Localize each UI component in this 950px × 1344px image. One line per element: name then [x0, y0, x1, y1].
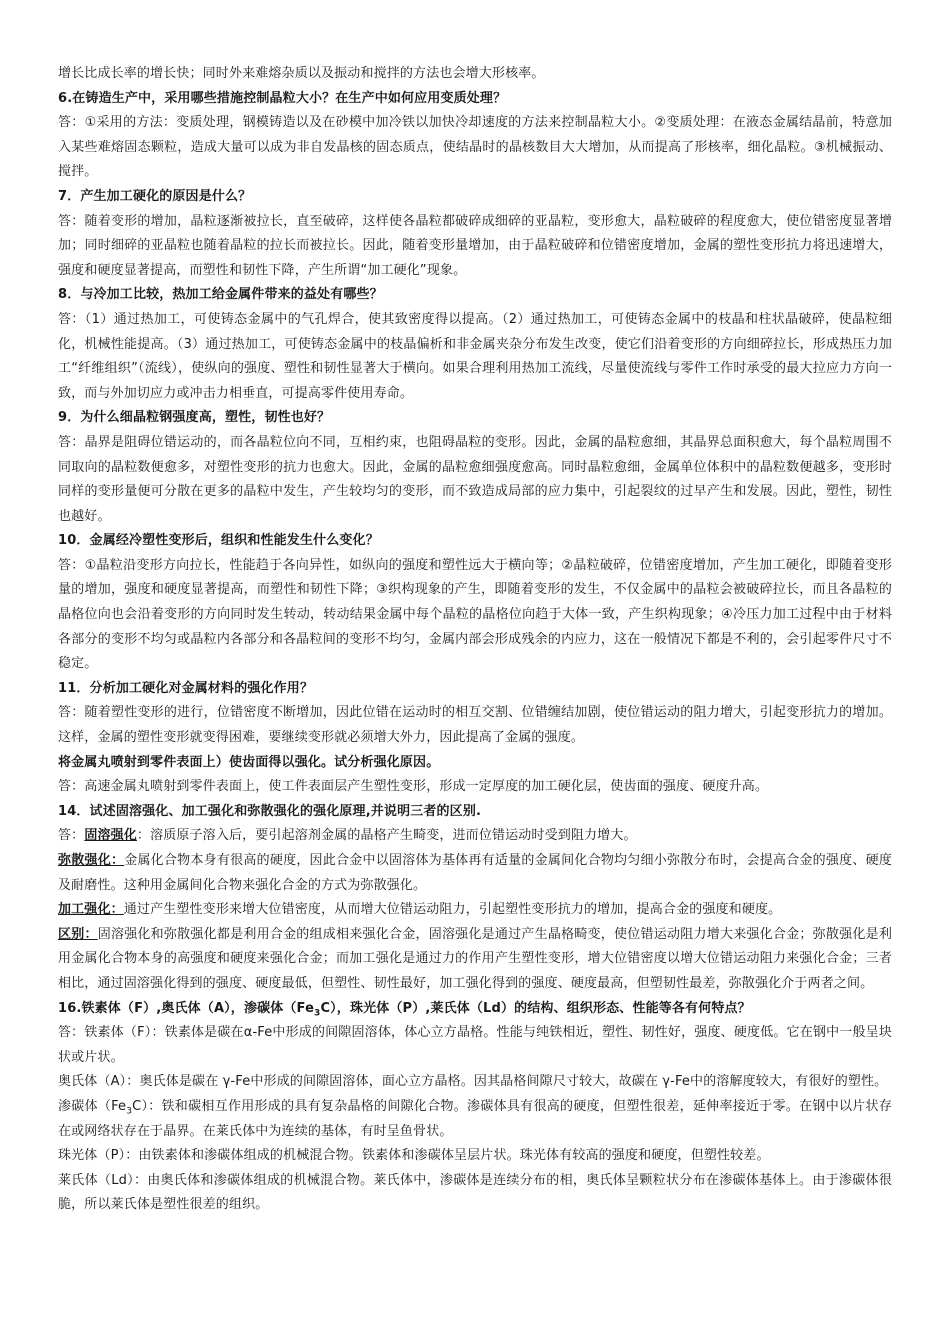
question-12: 将金属丸喷射到零件表面上）使齿面得以强化。试分析强化原因。	[58, 754, 440, 770]
answer-14-dispersion	[58, 849, 892, 898]
answer-16-austenite: 奥氏体（A）：奥氏体是碳在 γ-Fe中形成的间隙固溶体，面心立方晶格。因其晶格间隙尺寸较大，故碳在 γ-Fe中的溶解度较大，有很好的塑性。	[58, 1074, 888, 1090]
answer-6: 答：①采用的方法：变质处理，钢模铸造以及在砂模中加冷铁以加快冷却速度的方法来控制晶粒大小。②变质处理：在液态金属结晶前，特意加入某些难熔固态颗粒，造成大量可以成为非自发晶核的固态质点，使结晶时的晶核数目大大增加，从而提高了形核率，细化晶粒。③机械振动、搅拌。	[58, 115, 892, 180]
question-14: 14．试述固溶强化、加工强化和弥散强化的强化原理,并说明三者的区别.	[58, 803, 482, 819]
answer-11: 答：随着塑性变形的进行，位错密度不断增加，因此位错在运动时的相互交割、位错缠结加剧，使位错运动的阻力增大，引起变形抗力的增加。这样，金属的塑性变形就变得困难，要继续变形就必须增大外力，因此提高了金属的强度。	[58, 705, 892, 746]
text-dispersion: 金属化合物本身有很高的硬度，因此合金中以固溶体为基体再有适量的金属间化合物均匀细小弥散分布时，会提高合金的强度、硬度及耐磨性。这种用金属间化合物来强化合金的方式为弥散强化。	[58, 853, 892, 893]
answer-prefix: 答：	[58, 828, 85, 844]
question-7: 7．产生加工硬化的原因是什么？	[58, 188, 252, 204]
answer-14-work-hardening	[58, 898, 892, 923]
question-16-part-a: 16.铁素体（F）,奥氏体（A），渗碳体（Fe	[58, 1000, 315, 1016]
answer-16-cementite	[58, 1095, 892, 1144]
answer-14-solid-solution	[58, 824, 892, 849]
question-10: 10．金属经冷塑性变形后，组织和性能发生什么变化？	[58, 533, 379, 549]
answer-14-difference	[58, 923, 892, 997]
answer-16-ferrite: 答：铁素体（F）：铁素体是碳在α-Fe中形成的间隙固溶体，体心立方晶格。性能与纯铁相近，塑性、韧性好，强度、硬度低。它在钢中一般呈块状或片状。	[58, 1025, 892, 1065]
question-16	[58, 997, 892, 1022]
text-difference: 固溶强化和弥散强化都是利用合金的组成相来强化合金，固溶强化是通过产生晶格畸变，使位错运动阻力增大来强化合金；弥散强化是利用金属化合物本身的高强度和硬度来强化合金；而加工强化是通过力的作用产生塑性变形，增大位错密度以增大位错运动阻力来强化合金；三者相比，通过固溶强化得到的强度、硬度最低，但塑性、韧性最好，加工强化得到的强度、硬度最高，但塑韧性最差，弥散强化介于两者之间。	[58, 926, 892, 991]
term-difference: 区别：	[58, 926, 98, 942]
question-16-part-b: C），珠光体（P）,莱氏体（Ld）的结构、组织形态、性能等各有何特点？	[320, 1000, 751, 1016]
cementite-part-b: C）：铁和碳相互作用形成的具有复杂晶格的间隙化合物。渗碳体具有很高的硬度，但塑性很差，延伸率接近于零。在钢中以片状存在或网络状存在于晶界。在莱氏体中为连续的基体，有时呈鱼骨状。	[58, 1098, 892, 1139]
answer-9: 答：晶界是阻碍位错运动的，而各晶粒位向不同，互相约束，也阻碍晶粒的变形。因此，金属的晶粒愈细，其晶界总面积愈大，每个晶粒周围不同取向的晶粒数便愈多，对塑性变形的抗力也愈大。因此，金属的晶粒愈细强度愈高。同时晶粒愈细，金属单位体积中的晶粒数便越多，变形时同样的变形量便可分散在更多的晶粒中发生，产生较均匀的变形，而不致造成局部的应力集中，引起裂纹的过早产生和发展。因此，塑性，韧性也越好。	[58, 434, 892, 524]
answer-12: 答：高速金属丸喷射到零件表面上，使工件表面层产生塑性变形，形成一定厚度的加工硬化层，使齿面的强度、硬度升高。	[58, 779, 769, 795]
question-9: 9．为什么细晶粒钢强度高，塑性，韧性也好？	[58, 410, 331, 426]
term-work-hardening: 加工强化：	[58, 902, 124, 918]
text-work-hardening: 通过产生塑性变形来增大位错密度，从而增大位错运动阻力，引起塑性变形抗力的增加，提高合金的强度和硬度。	[123, 902, 782, 918]
answer-10: 答：①晶粒沿变形方向拉长，性能趋于各向异性，如纵向的强度和塑性远大于横向等；②晶粒破碎，位错密度增加，产生加工硬化，即随着变形量的增加，强度和硬度显著提高，而塑性和韧性下降；③织构现象的产生，即随着变形的发生，不仅金属中的晶粒会被破碎拉长，而且各晶粒的晶格位向也会沿着变形的方向同时发生转动，转动结果金属中每个晶粒的晶格位向趋于大体一致，产生织构现象；④冷压力加工过程中由于材料各部分的变形不均匀或晶粒内各部分和各晶粒间的变形不均匀，金属内部会形成残余的内应力，这在一般情况下都是不利的，会引起零件尺寸不稳定。	[58, 557, 892, 672]
answer-16-pearlite: 珠光体（P）：由铁素体和渗碳体组成的机械混合物。铁素体和渗碳体呈层片状。珠光体有较高的强度和硬度，但塑性较差。	[58, 1148, 770, 1164]
cementite-subscript: 3	[126, 1106, 133, 1117]
question-6: 6.在铸造生产中，采用哪些措施控制晶粒大小？在生产中如何应用变质处理？	[58, 90, 507, 106]
cementite-part-a: 渗碳体（Fe	[58, 1098, 127, 1114]
answer-7: 答：随着变形的增加，晶粒逐渐被拉长，直至破碎，这样使各晶粒都破碎成细碎的亚晶粒，变形愈大，晶粒破碎的程度愈大，使位错密度显著增加；同时细碎的亚晶粒也随着晶粒的拉长而被拉长。因此，随着变形量增加，由于晶粒破碎和位错密度增加，金属的塑性变形抗力将迅速增大，强度和硬度显著提高，而塑性和韧性下降，产生所谓“加工硬化”现象。	[58, 213, 892, 278]
answer-8: 答：（1）通过热加工，可使铸态金属中的气孔焊合，使其致密度得以提高。（2）通过热加工，可使铸态金属中的枝晶和柱状晶破碎，使晶粒细化，机械性能提高。（3）通过热加工，可使铸态金属中的枝晶偏析和非金属夹杂分布发生改变，使它们沿着变形的方向细碎拉长，形成热压力加工“纤维组织”（流线），使纵向的强度、塑性和韧性显著大于横向。如果合理利用热加工流线，尽量使流线与零件工作时承受的最大拉应力方向一致，而与外加切应力或冲击力相垂直，可提高零件使用寿命。	[58, 311, 892, 401]
question-11: 11．分析加工硬化对金属材料的强化作用？	[58, 680, 314, 696]
question-16-subscript: 3	[314, 1008, 321, 1019]
term-solid-solution: 固溶强化	[84, 828, 137, 844]
term-dispersion: 弥散强化：	[58, 853, 125, 868]
question-8: 8．与冷加工比较，热加工给金属件带来的益处有哪些？	[58, 287, 383, 303]
paragraph-continuation: 增长比成长率的增长快；同时外来难熔杂质以及振动和搅拌的方法也会增大形核率。	[58, 66, 545, 81]
text-solid-solution: ：溶质原子溶入后，要引起溶剂金属的晶格产生畸变，进而位错运动时受到阻力增大。	[136, 828, 637, 844]
answer-16-ledeburite: 莱氏体（Ld）：由奥氏体和渗碳体组成的机械混合物。莱氏体中，渗碳体是连续分布的相，奥氏体呈颗粒状分布在渗碳体基体上。由于渗碳体很脆，所以莱氏体是塑性很差的组织。	[58, 1172, 892, 1213]
